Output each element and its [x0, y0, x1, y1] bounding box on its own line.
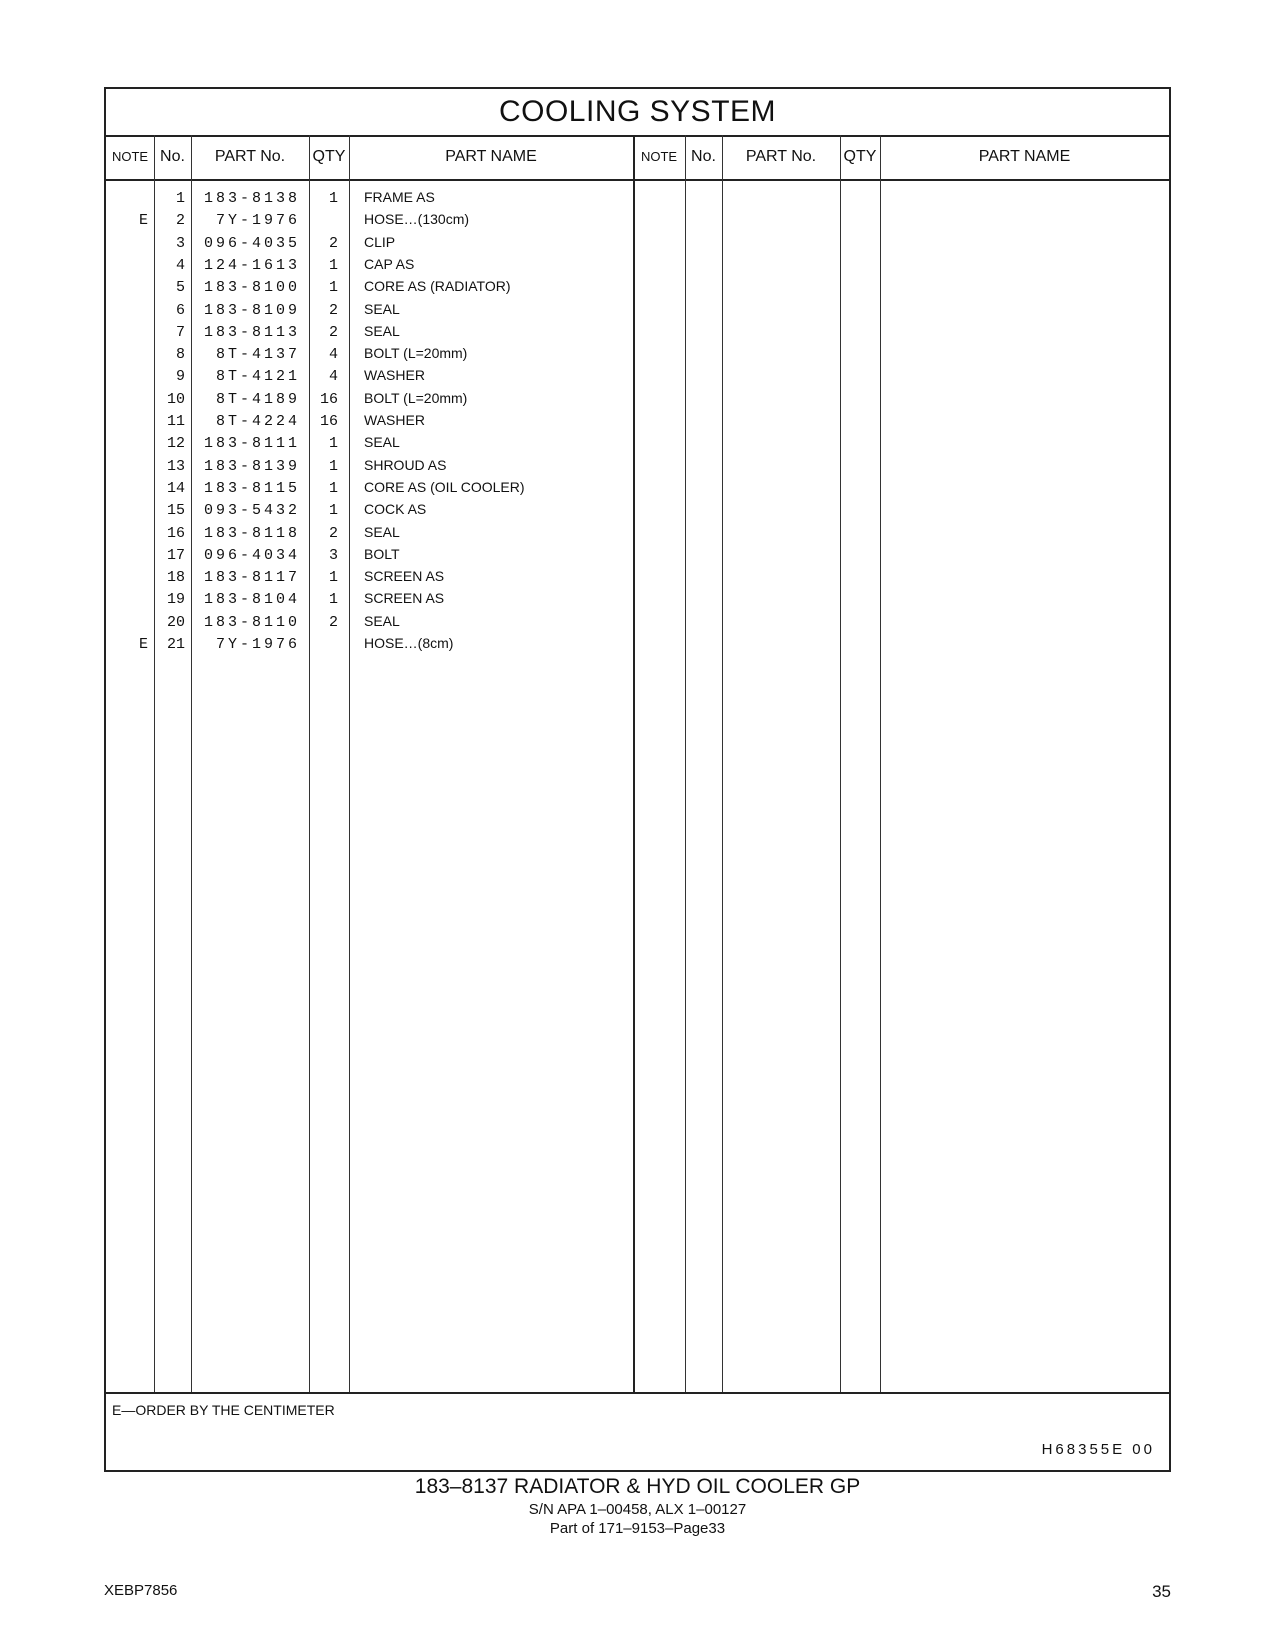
row-part-name: CORE AS (OIL COOLER) [364, 478, 525, 495]
header-part-name-right: PART NAME [978, 148, 1071, 165]
row-number: 13 [166, 457, 185, 475]
row-part-number: 183-8117 [203, 569, 300, 587]
column-divider [880, 135, 881, 1392]
row-part-number: 096-4034 [203, 546, 300, 564]
row-number: 5 [175, 279, 185, 297]
row-part-number: 093-5432 [203, 502, 300, 520]
table-row [106, 367, 626, 389]
header-part-name: PART NAME [445, 148, 537, 165]
table-row [106, 613, 626, 635]
row-part-number: 8T-4189 [215, 390, 300, 408]
section-title: COOLING SYSTEM [106, 89, 1169, 137]
table-row [106, 568, 626, 590]
row-part-name: COCK AS [364, 501, 427, 518]
row-part-number: 8T-4121 [215, 368, 300, 386]
row-note: E [138, 636, 148, 653]
page-number: 35 [1152, 1582, 1171, 1601]
header-qty-right: QTY [843, 148, 877, 165]
row-quantity: 1 [328, 435, 338, 453]
row-part-name: SCREEN AS [364, 568, 445, 585]
drawing-code: H68355E 00 [1041, 1441, 1155, 1458]
row-number: 12 [166, 435, 185, 453]
table-row [106, 301, 626, 323]
row-part-name: WASHER [364, 412, 425, 428]
header-part-no-right: PART No. [745, 148, 817, 165]
row-part-number: 8T-4224 [215, 413, 300, 430]
row-part-number: 7Y-1976 [215, 636, 300, 653]
column-divider [685, 135, 686, 1392]
table-row [106, 323, 626, 345]
header-no-right: No. [691, 148, 716, 165]
header-no: No. [160, 148, 185, 165]
row-number: 11 [166, 413, 185, 430]
row-quantity: 2 [328, 301, 338, 319]
row-quantity: 1 [328, 591, 338, 609]
row-part-number: 183-8109 [203, 301, 300, 319]
group-title: 183–8137 RADIATOR & HYD OIL COOLER GP [414, 1475, 861, 1498]
row-number: 10 [166, 390, 185, 408]
row-part-number: 183-8118 [203, 524, 300, 542]
row-part-name: SHROUD AS [364, 456, 447, 473]
table-row [106, 590, 626, 612]
row-note: E [138, 212, 148, 230]
row-quantity: 1 [328, 479, 338, 497]
header-qty: QTY [312, 148, 346, 165]
row-part-name: CAP AS [364, 255, 415, 272]
row-part-name: HOSE…(8cm) [364, 635, 454, 651]
table-row [106, 501, 626, 523]
row-quantity: 1 [328, 569, 338, 587]
row-part-number: 183-8138 [203, 190, 300, 207]
row-quantity: 4 [328, 346, 338, 364]
row-quantity: 16 [319, 413, 338, 430]
document-id: XEBP7856 [104, 1582, 178, 1599]
row-part-name: SEAL [364, 523, 400, 540]
row-number: 16 [166, 524, 185, 542]
row-part-name: BOLT (L=20mm) [364, 345, 468, 362]
row-part-number: 096-4035 [203, 234, 300, 252]
row-number: 20 [166, 613, 185, 631]
table-row [106, 635, 626, 657]
table-row [106, 256, 626, 278]
row-part-name: HOSE…(130cm) [364, 211, 470, 228]
row-number: 8 [175, 346, 185, 364]
row-quantity: 3 [328, 546, 338, 564]
row-quantity: 1 [328, 256, 338, 274]
row-number: 9 [175, 368, 185, 386]
row-number: 21 [166, 636, 185, 653]
header-part-no: PART No. [214, 148, 286, 165]
table-row [106, 211, 626, 233]
row-part-number: 183-8104 [203, 591, 300, 609]
row-number: 4 [175, 256, 185, 274]
row-quantity: 16 [319, 390, 338, 408]
column-divider [722, 135, 723, 1392]
table-row [106, 412, 626, 434]
row-quantity: 4 [328, 368, 338, 386]
row-quantity: 1 [328, 190, 338, 207]
header-note: NOTE [111, 149, 149, 164]
part-of-reference: Part of 171–9153–Page33 [549, 1520, 726, 1537]
row-part-number: 183-8110 [203, 613, 300, 631]
row-part-name: SEAL [364, 612, 400, 629]
row-part-number: 183-8113 [203, 323, 300, 341]
row-part-number: 183-8111 [203, 435, 300, 453]
row-part-name: WASHER [364, 367, 425, 384]
serial-numbers: S/N APA 1–00458, ALX 1–00127 [528, 1501, 747, 1518]
row-number: 7 [175, 323, 185, 341]
row-number: 3 [175, 234, 185, 252]
row-quantity: 1 [328, 279, 338, 297]
row-number: 18 [166, 569, 185, 587]
row-quantity: 2 [328, 234, 338, 252]
row-number: 19 [166, 591, 185, 609]
table-row [106, 479, 626, 501]
table-row [106, 278, 626, 300]
row-number: 17 [166, 546, 185, 564]
row-part-name: SEAL [364, 322, 400, 339]
row-number: 1 [175, 190, 185, 207]
row-part-name: CORE AS (RADIATOR) [364, 278, 511, 295]
header-note-right: NOTE [640, 149, 678, 164]
table-row [106, 524, 626, 546]
row-part-number: 8T-4137 [215, 346, 300, 364]
row-part-name: BOLT (L=20mm) [364, 389, 468, 406]
row-part-number: 124-1613 [203, 256, 300, 274]
table-row [106, 189, 626, 211]
table-header [106, 135, 1169, 181]
row-part-number: 183-8115 [203, 479, 300, 497]
row-quantity: 1 [328, 502, 338, 520]
row-part-name: BOLT [364, 545, 400, 562]
row-quantity: 1 [328, 457, 338, 475]
table-row [106, 434, 626, 456]
row-part-name: SEAL [364, 300, 400, 317]
row-part-name: FRAME AS [364, 189, 435, 205]
footnote: E—ORDER BY THE CENTIMETER [112, 1402, 335, 1418]
table-row [106, 457, 626, 479]
row-number: 6 [175, 301, 185, 319]
column-divider [840, 135, 841, 1392]
row-number: 2 [175, 212, 185, 230]
row-quantity: 2 [328, 524, 338, 542]
row-part-name: SEAL [364, 434, 400, 451]
row-quantity: 2 [328, 323, 338, 341]
row-part-number: 183-8100 [203, 279, 300, 297]
footer-divider [106, 1392, 1169, 1394]
row-part-name: SCREEN AS [364, 590, 445, 607]
table-row [106, 234, 626, 256]
parts-table-frame [104, 87, 1171, 1472]
table-row [106, 546, 626, 568]
table-row [106, 345, 626, 367]
row-number: 15 [166, 502, 185, 520]
row-part-number: 183-8139 [203, 457, 300, 475]
row-number: 14 [166, 479, 185, 497]
table-row [106, 390, 626, 412]
row-part-number: 7Y-1976 [215, 212, 300, 230]
row-quantity: 2 [328, 613, 338, 631]
column-divider-center [633, 135, 635, 1392]
row-part-name: CLIP [364, 233, 396, 250]
